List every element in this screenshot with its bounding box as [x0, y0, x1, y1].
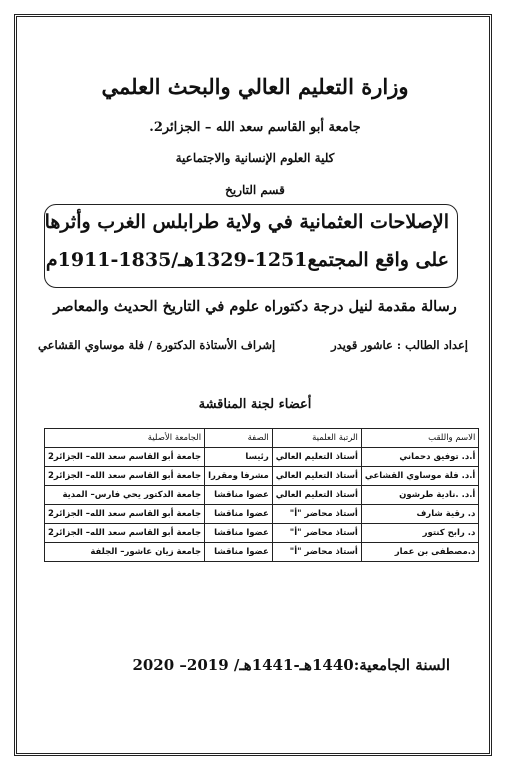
authors-line [38, 338, 468, 352]
member-university: جامعة أبو القاسم سعد الله– الجزائر2 [45, 505, 205, 524]
member-university: جامعة أبو القاسم سعد الله– الجزائر2 [45, 524, 205, 543]
thesis-title-box [44, 204, 458, 288]
department-name: قسم التاريخ [225, 183, 285, 197]
thesis-title-line-1: الإصلاحات العثمانية في ولاية طرابلس الغرب وأثرها [44, 211, 449, 233]
committee-title: أعضاء لجنة المناقشة [198, 397, 312, 412]
header-university: الجامعة الأصلية [45, 429, 205, 448]
faculty-name: كلية العلوم الإنسانية والاجتماعية [175, 151, 335, 165]
table-row [45, 486, 479, 505]
member-role: عضوا مناقشا [205, 505, 273, 524]
member-name: أ.د. .نادية طرشون [361, 486, 479, 505]
table-row [45, 448, 479, 467]
member-name: د.مصطفى بن عمار [361, 543, 479, 562]
member-name: أ.د. توفيق دحماني [361, 448, 479, 467]
table-header-row [45, 429, 479, 448]
thesis-title-line-2: على واقع المجتمع1251-1329هـ/1835-1911م [45, 249, 449, 271]
committee-table [44, 428, 479, 562]
header-rank: الرتبة العلمية [272, 429, 361, 448]
member-rank: أستاذ التعليم العالي [272, 448, 361, 467]
university-name: جامعة أبو القاسم سعد الله – الجزائر2. [149, 120, 361, 135]
member-rank: أستاذ التعليم العالي [272, 486, 361, 505]
academic-year: السنة الجامعية:1440هـ-1441هـ/ 2019– 2020 [132, 656, 450, 674]
ministry-title: وزارة التعليم العالي والبحث العلمي [101, 74, 409, 99]
student-name: إعداد الطالب : عاشور قويدر [331, 338, 468, 352]
member-university: جامعة أبو القاسم سعد الله– الجزائر2 [45, 448, 205, 467]
table-row [45, 467, 479, 486]
member-university: جامعة زيان عاشور– الجلفة [45, 543, 205, 562]
table-row [45, 505, 479, 524]
table-row [45, 543, 479, 562]
thesis-note: رسالة مقدمة لنيل درجة دكتوراه علوم في التاريخ الحديث والمعاصر [53, 298, 457, 315]
member-role: عضوا مناقشا [205, 486, 273, 505]
member-rank: أستاذ محاضر "أ" [272, 524, 361, 543]
member-name: د. رابح كنتور [361, 524, 479, 543]
supervisor-name: إشراف الأستاذة الدكتورة / فلة موساوي القشاعي [38, 338, 276, 352]
member-rank: أستاذ محاضر "أ" [272, 505, 361, 524]
member-role: رئيسا [205, 448, 273, 467]
header-name: الاسم واللقب [361, 429, 479, 448]
member-role: عضوا مناقشا [205, 524, 273, 543]
table-row [45, 524, 479, 543]
member-university: جامعة الدكتور يحي فارس– المدية [45, 486, 205, 505]
member-rank: أستاذ التعليم العالي [272, 467, 361, 486]
member-name: أ.د. فلة موساوي القشاعي [361, 467, 479, 486]
member-university: جامعة أبو القاسم سعد الله– الجزائر2 [45, 467, 205, 486]
member-rank: أستاذ محاضر "أ" [272, 543, 361, 562]
member-role: مشرفا ومقررا [205, 467, 273, 486]
member-name: د. رقية شارف [361, 505, 479, 524]
member-role: عضوا مناقشا [205, 543, 273, 562]
header-role: الصفة [205, 429, 273, 448]
